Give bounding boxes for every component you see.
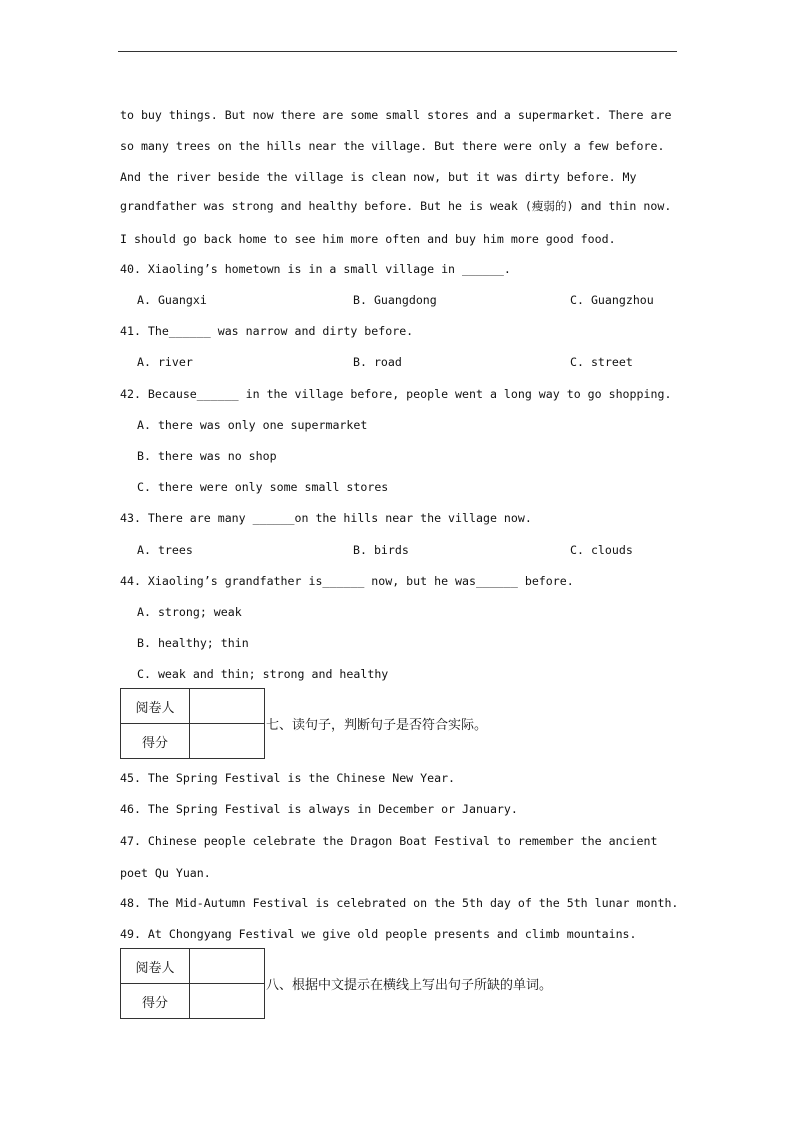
q40-option-a: A. Guangxi (137, 293, 207, 307)
q42-option-b: B. there was no shop (137, 449, 277, 463)
passage-line-5: I should go back home to see him more often and buy him more good food. (120, 232, 616, 246)
grader-label: 阅卷人 (121, 689, 190, 724)
q44-option-b: B. healthy; thin (137, 636, 249, 650)
question-47-line-1: 47. Chinese people celebrate the Dragon Boat Festival to remember the ancient (120, 834, 658, 848)
question-46: 46. The Spring Festival is always in December or January. (120, 802, 518, 816)
q43-option-a: A. trees (137, 543, 193, 557)
score-field[interactable] (190, 724, 265, 759)
q42-option-a: A. there was only one supermarket (137, 418, 368, 432)
grader-label: 阅卷人 (121, 949, 190, 984)
score-label: 得分 (121, 724, 190, 759)
header-rule (118, 51, 677, 52)
q40-option-b: B. Guangdong (353, 293, 437, 307)
q41-option-c: C. street (570, 355, 633, 369)
question-40: 40. Xiaoling’s hometown is in a small village in ______. (120, 262, 511, 276)
passage-line-3: And the river beside the village is clean now, but it was dirty before. My (120, 170, 637, 184)
q43-option-c: C. clouds (570, 543, 633, 557)
question-44: 44. Xiaoling’s grandfather is______ now, but he was______ before. (120, 574, 574, 588)
question-41: 41. The______ was narrow and dirty before. (120, 324, 414, 338)
q44-option-c: C. weak and thin; strong and healthy (137, 667, 389, 681)
q40-option-c: C. Guangzhou (570, 293, 654, 307)
question-45: 45. The Spring Festival is the Chinese New Year. (120, 771, 456, 785)
section-8-score-box (120, 948, 265, 1019)
section-7-title: 七、读句子，判断句子是否符合实际。 (266, 718, 488, 733)
question-42: 42. Because______ in the village before, people went a long way to go shopping. (120, 387, 672, 401)
q43-option-b: B. birds (353, 543, 409, 557)
q41-option-b: B. road (353, 355, 402, 369)
passage-line-4: grandfather was strong and healthy before. But he is weak (瘦弱的) and thin now. (120, 199, 672, 213)
passage-line-1: to buy things. But now there are some small stores and a supermarket. There are (120, 108, 672, 122)
question-47-line-2: poet Qu Yuan. (120, 866, 211, 880)
question-49: 49. At Chongyang Festival we give old people presents and climb mountains. (120, 927, 637, 941)
question-43: 43. There are many ______on the hills near the village now. (120, 511, 532, 525)
grader-field[interactable] (190, 949, 265, 984)
q42-option-c: C. there were only some small stores (137, 480, 389, 494)
question-48: 48. The Mid-Autumn Festival is celebrated on the 5th day of the 5th lunar month. (120, 896, 679, 910)
passage-line-2: so many trees on the hills near the village. But there were only a few before. (120, 139, 665, 153)
section-7-score-box (120, 688, 265, 759)
q44-option-a: A. strong; weak (137, 605, 242, 619)
q41-option-a: A. river (137, 355, 193, 369)
score-field[interactable] (190, 984, 265, 1019)
score-label: 得分 (121, 984, 190, 1019)
grader-field[interactable] (190, 689, 265, 724)
section-8-title: 八、根据中文提示在横线上写出句子所缺的单词。 (266, 978, 553, 993)
